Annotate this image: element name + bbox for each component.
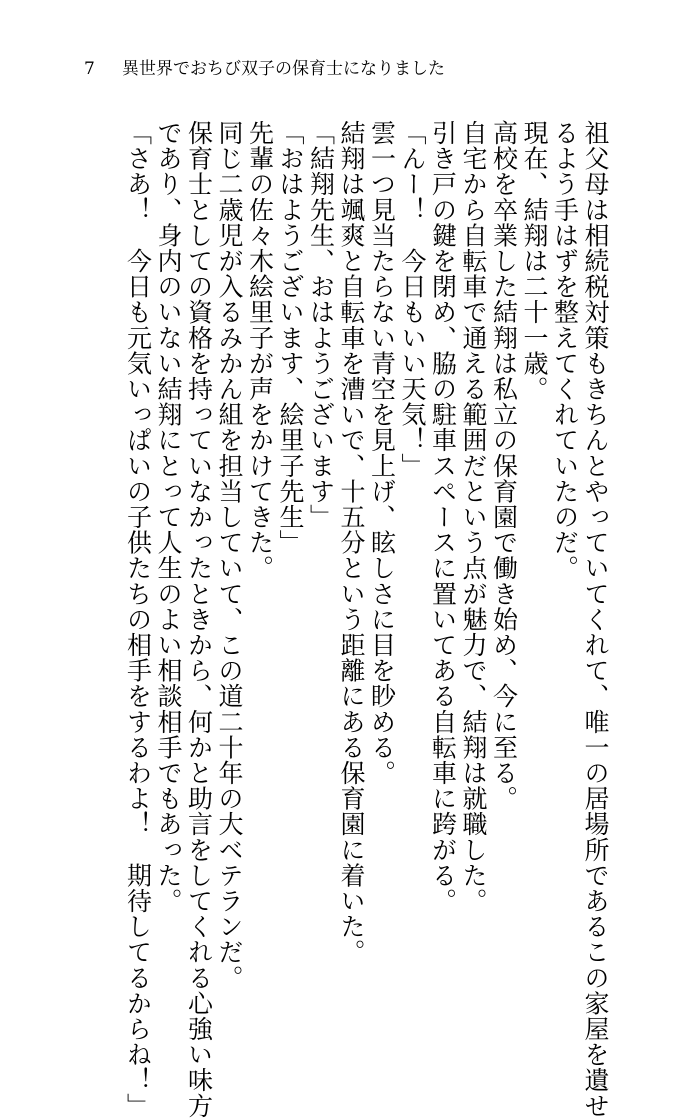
text-line: 祖父母は相続税対策もきちんとやっていてくれて、唯一の居場所であるこの家屋を遺せ — [581, 120, 610, 1118]
text-line: 「おはようございます、絵里子先生」 — [276, 120, 305, 556]
text-line: 高校を卒業した結翔は私立の保育園で働き始め、今に至る。 — [489, 120, 519, 812]
text-line: 「んー！ 今日もいい天気！」 — [398, 120, 427, 479]
text-line: 引き戸の鍵を閉め、脇の駐車スペースに置いてある自転車に跨がる。 — [428, 120, 458, 914]
text-line: 同じ二歳児が入るみかん組を担当していて、この道二十年の大ベテランだ。 — [215, 120, 244, 991]
book-title: 異世界でおちび双子の保育士になりました — [122, 59, 445, 79]
text-line: であり、身内のいない結翔にとって人生のよい相談相手でもあった。 — [154, 120, 183, 914]
text-line: 結翔は颯爽と自転車を漕いで、十五分という距離にある保育園に着いた。 — [337, 120, 366, 965]
running-header — [84, 58, 445, 80]
text-line: 「さあ！ 今日も元気いっぱいの子供たちの相手をするわよ！ 期待してるからね！」 — [123, 120, 153, 1118]
page-number: 7 — [84, 59, 95, 79]
text-line: 「結翔先生、おはようございます」 — [306, 120, 336, 530]
text-line: 雲一つ見当たらない青空を見上げ、眩しさに目を眇める。 — [367, 120, 397, 786]
text-line: 保育士としての資格を持っていなかったときから、何かと助言をしてくれる心強い味方 — [184, 120, 214, 1118]
text-line: 自宅から自転車で通える範囲だという点が魅力で、結翔は就職した。 — [459, 120, 488, 914]
text-line: るよう手はずを整えてくれていたのだ。 — [550, 120, 580, 581]
text-line: 先輩の佐々木絵里子が声をかけてきた。 — [245, 120, 275, 581]
vertical-body-text — [70, 120, 610, 1118]
text-line: 現在、結翔は二十一歳。 — [520, 120, 549, 402]
